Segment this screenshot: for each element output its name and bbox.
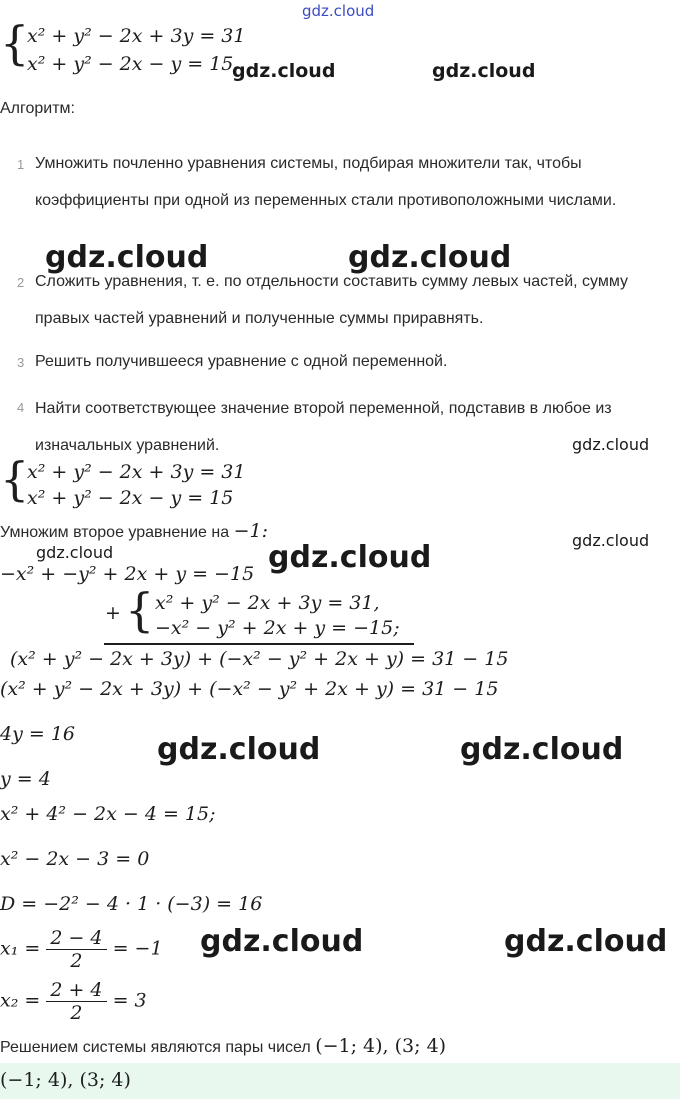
- sum-system-brace: {: [125, 583, 155, 637]
- sum-line: (x² + y² − 2x + 3y) + (−x² − y² + 2x + y) = 31 − 15: [0, 678, 499, 700]
- watermark: gdz.cloud: [504, 924, 668, 959]
- step-number: 2: [17, 275, 25, 290]
- multiply-value: −1:: [233, 520, 268, 542]
- x1-fraction: [46, 927, 106, 972]
- watermark: gdz.cloud: [348, 240, 512, 275]
- multiply-text: [0, 520, 268, 542]
- result-4y: 4y = 16: [0, 723, 75, 745]
- watermark: gdz.cloud: [268, 540, 432, 575]
- x1-numerator: 2 − 4: [46, 927, 106, 950]
- quadratic-equation: x² − 2x − 3 = 0: [0, 848, 150, 870]
- sum-system-eq2: −x² − y² + 2x + y = −15;: [155, 617, 400, 639]
- result-y: y = 4: [0, 768, 51, 790]
- discriminant: D = −2² − 4 · 1 · (−3) = 16: [0, 893, 263, 915]
- solution-pairs: (−1; 4), (3; 4): [315, 1035, 447, 1057]
- x2-denominator: 2: [70, 1002, 83, 1024]
- system-eq2: x² + y² − 2x − y = 15: [27, 487, 234, 509]
- watermark: gdz.cloud: [36, 543, 114, 562]
- watermark: gdz.cloud: [232, 60, 336, 82]
- watermark: gdz.cloud: [460, 732, 624, 767]
- x2-label: x₂ =: [0, 989, 41, 1012]
- step-number: 3: [17, 355, 25, 370]
- root-x1: [0, 927, 163, 972]
- watermark: gdz.cloud: [45, 240, 209, 275]
- step-number: 1: [17, 157, 25, 172]
- sum-rule: [104, 643, 414, 645]
- system-eq1: x² + y² − 2x + 3y = 31: [27, 461, 246, 483]
- watermark: gdz.cloud: [432, 60, 536, 82]
- x1-result: = −1: [112, 937, 163, 960]
- algorithm-step: Умножить почленно уравнения системы, подбирая множители так, чтобы коэффициенты при одной из переменных стали противоположными числами.: [35, 155, 617, 209]
- root-x2: [0, 979, 147, 1024]
- system-eq2: x² + y² − 2x − y = 15: [27, 53, 234, 75]
- solution-line: [0, 1035, 446, 1057]
- system-brace: {: [0, 16, 30, 70]
- x1-label: x₁ =: [0, 937, 41, 960]
- system-eq1: x² + y² − 2x + 3y = 31: [27, 25, 246, 47]
- multiply-label: Умножим второе уравнение на: [0, 524, 230, 541]
- algorithm-step: Найти соответствующее значение второй переменной, подставив в любое из изначальных уравнений.: [35, 400, 612, 454]
- step-number: 4: [17, 400, 25, 415]
- answer-box: [0, 1063, 680, 1099]
- solution-text: Решением системы являются пары чисел: [0, 1039, 311, 1056]
- x2-fraction: [46, 979, 106, 1024]
- negated-equation: −x² + −y² + 2x + y = −15: [0, 563, 255, 585]
- watermark: gdz.cloud: [572, 531, 650, 550]
- substitution: x² + 4² − 2x − 4 = 15;: [0, 803, 216, 825]
- watermark: gdz.cloud: [157, 732, 321, 767]
- x2-result: = 3: [112, 989, 147, 1012]
- answer-value: (−1; 4), (3; 4): [0, 1069, 131, 1091]
- sum-line: (x² + y² − 2x + 3y) + (−x² − y² + 2x + y) = 31 − 15: [10, 648, 509, 670]
- watermark-top: gdz.cloud: [302, 2, 375, 20]
- plus-sign: +: [105, 602, 121, 624]
- algorithm-step: Решить получившееся уравнение с одной переменной.: [35, 353, 448, 370]
- sum-system-eq1: x² + y² − 2x + 3y = 31,: [155, 592, 380, 614]
- x1-denominator: 2: [70, 950, 83, 972]
- watermark: gdz.cloud: [572, 435, 650, 454]
- algorithm-step: Сложить уравнения, т. е. по отдельности составить сумму левых частей, сумму правых частей уравнений и полученные суммы приравнять.: [35, 273, 629, 327]
- system-brace: {: [0, 452, 30, 506]
- watermark: gdz.cloud: [200, 924, 364, 959]
- algorithm-title: Алгоритм:: [0, 100, 75, 117]
- x2-numerator: 2 + 4: [46, 979, 106, 1002]
